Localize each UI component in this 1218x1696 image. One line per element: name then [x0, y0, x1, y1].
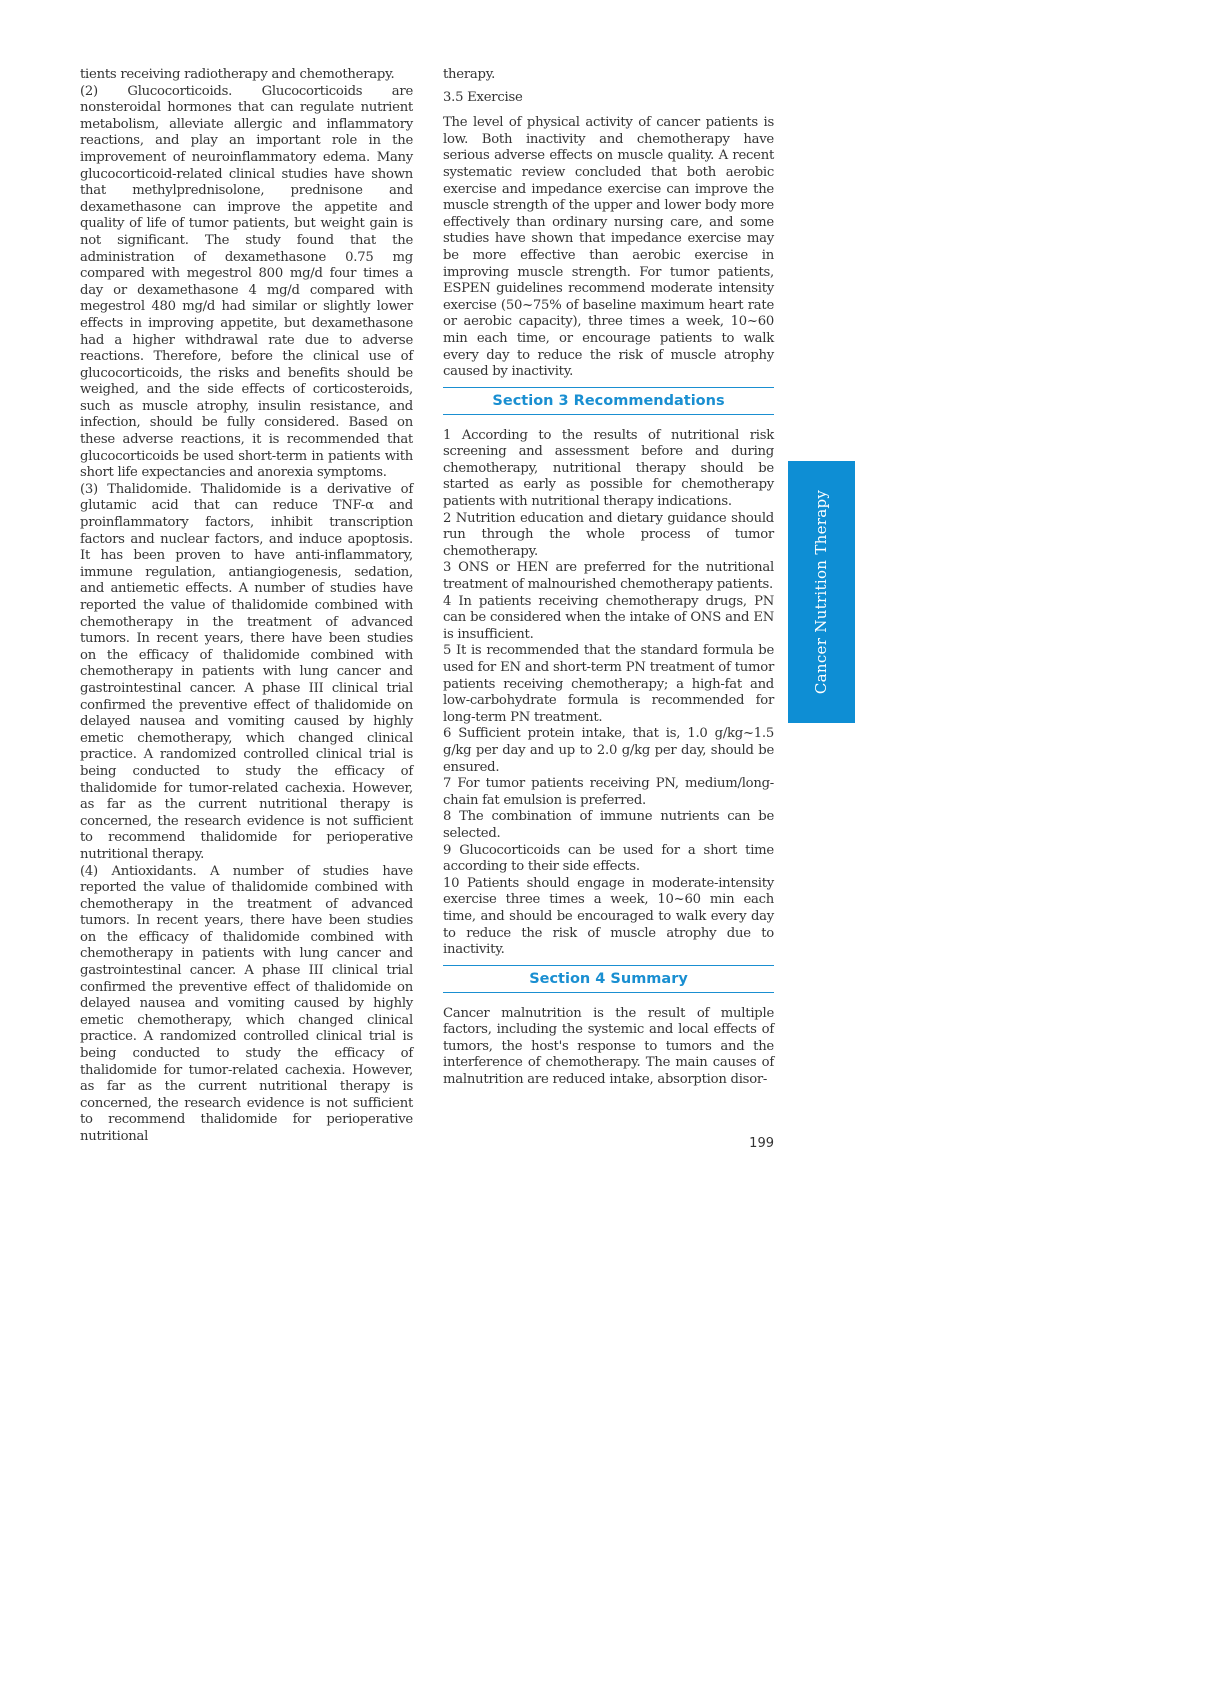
recommendation-item: 1 According to the results of nutritional risk screening and assessment before and during chemotherapy, nutritional therapy should be started as early as possible for chemotherapy patients with nutritional therapy indications.: [443, 427, 774, 510]
recommendation-item: 5 It is recommended that the standard formula be used for EN and short-term PN treatment of tumor patients receiving chemotherapy; a high-fat and low-carbohydrate formula is recommended for long-term PN treatment.: [443, 643, 774, 725]
chapter-side-tab: [788, 461, 855, 723]
paragraph: (3) Thalidomide. Thalidomide is a derivative of glutamic acid that can reduce TNF-α and proinflammatory factors, inhibit transcription factors and nuclear factors, and induce apoptosis. It has been proven to have anti-inflammatory, immune regulation, antiangiogenesis, sedation, and antiemetic effects. A number of studies have reported the value of thalidomide combined with chemotherapy in the treatment of advanced tumors. In recent years, there have been studies on the efficacy of thalidomide combined with chemotherapy in patients with lung cancer and gastrointestinal cancer. A phase III clinical trial confirmed the preventive effect of thalidomide on delayed nausea and vomiting caused by highly emetic chemotherapy, which changed clinical practice. A randomized controlled clinical trial is being conducted to study the efficacy of thalidomide for tumor-related cachexia. However, as far as the current nutritional therapy is concerned, the research evidence is not sufficient to recommend thalidomide for perioperative nutritional therapy.: [80, 481, 413, 862]
recommendation-item: 9 Glucocorticoids can be used for a short time according to their side effects.: [443, 842, 774, 875]
recommendation-item: 8 The combination of immune nutrients can be selected.: [443, 809, 774, 841]
left-text-column: [80, 67, 413, 1146]
recommendation-item: 6 Sufficient protein intake, that is, 1.0 g/kg~1.5 g/kg per day and up to 2.0 g/kg per day, should be ensured.: [443, 726, 774, 775]
section-3-heading: Section 3 Recommendations: [443, 387, 774, 415]
section-4-heading: Section 4 Summary: [443, 965, 774, 993]
side-tab-label: Cancer Nutrition Therapy: [812, 489, 831, 695]
paragraph: therapy.: [443, 67, 496, 82]
paragraph: (4) Antioxidants. A number of studies have reported the value of thalidomide combined with chemotherapy in the treatment of advanced tumors. In recent years, there have been studies on the efficacy of thalidomide combined with chemotherapy in patients with lung cancer and gastrointestinal cancer. A phase III clinical trial confirmed the preventive effect of thalidomide on delayed nausea and vomiting caused by highly emetic chemotherapy, which changed clinical practice. A randomized controlled clinical trial is being conducted to study the efficacy of thalidomide for tumor-related cachexia. However, as far as the current nutritional therapy is concerned, the research evidence is not sufficient to recommend thalidomide for perioperative nutritional: [80, 863, 413, 1144]
recommendation-item: 7 For tumor patients receiving PN, medium/long-chain fat emulsion is preferred.: [443, 776, 774, 808]
paragraph: Cancer malnutrition is the result of multiple factors, including the systemic and local effects of tumors, the host's response to tumors and the interference of chemotherapy. The main causes of malnutrition are reduced intake, absorption disor-: [443, 1005, 774, 1088]
recommendation-item: 10 Patients should engage in moderate-intensity exercise three times a week, 10~60 min each time, and should be encouraged to walk every day to reduce the risk of muscle atrophy due to inactivity.: [443, 875, 774, 958]
page-number: 199: [749, 1136, 774, 1151]
subsection-heading: 3.5 Exercise: [443, 89, 523, 105]
recommendation-item: 2 Nutrition education and dietary guidance should run through the whole process of tumor chemotherapy.: [443, 510, 774, 559]
recommendation-item: 4 In patients receiving chemotherapy drugs, PN can be considered when the intake of ONS and EN is insufficient.: [443, 593, 774, 642]
paragraph: tients receiving radiotherapy and chemotherapy.: [80, 67, 395, 82]
right-text-column: [443, 67, 774, 1089]
paragraph: (2) Glucocorticoids. Glucocorticoids are nonsteroidal hormones that can regulate nutrient metabolism, alleviate allergic and inflammatory reactions, and play an important role in the improvement of neuroinflammatory edema. Many glucocorticoid-related clinical studies have shown that methylprednisolone, prednisone and dexamethasone can improve the appetite and quality of life of tumor patients, but weight gain is not significant. The study found that the administration of dexamethasone 0.75 mg compared with megestrol 800 mg/d four times a day or dexamethasone 4 mg/d compared with megestrol 480 mg/d had similar or slightly lower effects in improving appetite, but dexamethasone had a higher withdrawal rate due to adverse reactions. Therefore, before the clinical use of glucocorticoids, the risks and benefits should be weighed, and the side effects of corticosteroids, such as muscle atrophy, insulin resistance, and infection, should be fully considered. Based on these adverse reactions, it is recommended that glucocorticoids be used short-term in patients with short life expectancies and anorexia symptoms.: [80, 83, 413, 481]
paragraph: The level of physical activity of cancer patients is low. Both inactivity and chemotherapy have serious adverse effects on muscle quality. A recent systematic review concluded that both aerobic exercise and impedance exercise can improve the muscle strength of the upper and lower body more effectively than ordinary nursing care, and some studies have shown that impedance exercise may be more effective than aerobic exercise in improving muscle strength. For tumor patients, ESPEN guidelines recommend moderate intensity exercise (50~75% of baseline maximum heart rate or aerobic capacity), three times a week, 10~60 min each time, or encourage patients to walk every day to reduce the risk of muscle atrophy caused by inactivity.: [443, 115, 774, 380]
recommendation-item: 3 ONS or HEN are preferred for the nutritional treatment of malnourished chemotherapy patients.: [443, 560, 774, 593]
